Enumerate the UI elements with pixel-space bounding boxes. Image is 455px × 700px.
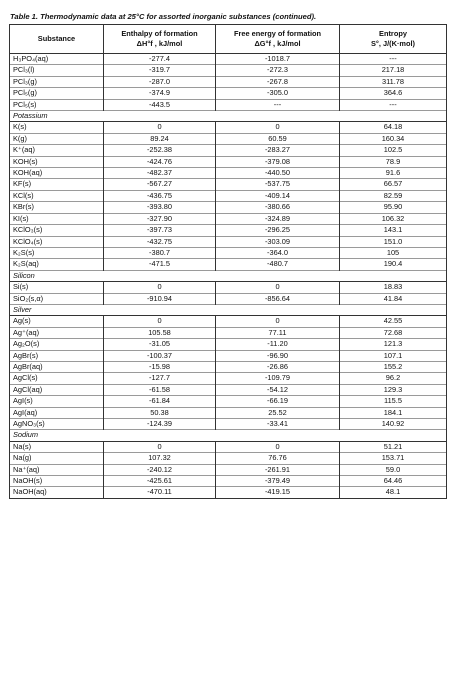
- cell-entropy: 153.71: [340, 453, 447, 464]
- cell-substance: AgI(s): [10, 396, 104, 407]
- cell-substance: K(s): [10, 122, 104, 133]
- group-header-row: [10, 430, 447, 441]
- table-header-row: [10, 25, 447, 54]
- cell-enthalpy: 0: [104, 441, 216, 452]
- cell-free-energy: 0: [216, 282, 340, 293]
- document-page: [9, 12, 446, 499]
- table-row: [10, 293, 447, 304]
- cell-entropy: 18.83: [340, 282, 447, 293]
- table-row: [10, 441, 447, 452]
- cell-enthalpy: -252.38: [104, 145, 216, 156]
- cell-entropy: 129.3: [340, 384, 447, 395]
- cell-entropy: 78.9: [340, 156, 447, 167]
- cell-entropy: 72.68: [340, 327, 447, 338]
- cell-substance: K₂S(s): [10, 247, 104, 258]
- cell-substance: Ag₂O(s): [10, 339, 104, 350]
- cell-substance: Na(g): [10, 453, 104, 464]
- cell-enthalpy: -287.0: [104, 76, 216, 87]
- cell-substance: AgNO₃(s): [10, 419, 104, 430]
- cell-free-energy: ---: [216, 99, 340, 110]
- table-row: [10, 373, 447, 384]
- cell-substance: AgI(aq): [10, 407, 104, 418]
- cell-substance: KClO₃(s): [10, 225, 104, 236]
- cell-enthalpy: -567.27: [104, 179, 216, 190]
- table-row: [10, 54, 447, 65]
- cell-enthalpy: 105.58: [104, 327, 216, 338]
- cell-entropy: 184.1: [340, 407, 447, 418]
- cell-entropy: 64.18: [340, 122, 447, 133]
- table-row: [10, 247, 447, 258]
- cell-enthalpy: -471.5: [104, 259, 216, 270]
- cell-substance: PCl₅(s): [10, 99, 104, 110]
- cell-free-energy: -96.90: [216, 350, 340, 361]
- cell-free-energy: -364.0: [216, 247, 340, 258]
- cell-enthalpy: -124.39: [104, 419, 216, 430]
- table-row: [10, 350, 447, 361]
- cell-enthalpy: 89.24: [104, 133, 216, 144]
- table-row: [10, 122, 447, 133]
- group-header-row: [10, 111, 447, 122]
- cell-entropy: ---: [340, 54, 447, 65]
- table-body: [10, 54, 447, 499]
- cell-entropy: 190.4: [340, 259, 447, 270]
- cell-entropy: 82.59: [340, 190, 447, 201]
- cell-enthalpy: -910.94: [104, 293, 216, 304]
- cell-enthalpy: -277.4: [104, 54, 216, 65]
- cell-substance: KI(s): [10, 213, 104, 224]
- cell-free-energy: -379.08: [216, 156, 340, 167]
- cell-free-energy: -379.49: [216, 476, 340, 487]
- cell-entropy: 155.2: [340, 361, 447, 372]
- cell-substance: AgBr(s): [10, 350, 104, 361]
- cell-free-energy: -380.66: [216, 202, 340, 213]
- group-label: Potassium: [10, 111, 447, 122]
- cell-entropy: 311.78: [340, 76, 447, 87]
- cell-entropy: 106.32: [340, 213, 447, 224]
- table-row: [10, 145, 447, 156]
- cell-enthalpy: -240.12: [104, 464, 216, 475]
- cell-entropy: 42.55: [340, 316, 447, 327]
- cell-enthalpy: -61.84: [104, 396, 216, 407]
- cell-enthalpy: -327.90: [104, 213, 216, 224]
- cell-entropy: 64.46: [340, 476, 447, 487]
- cell-substance: K₂S(aq): [10, 259, 104, 270]
- cell-enthalpy: 50.38: [104, 407, 216, 418]
- cell-free-energy: 76.76: [216, 453, 340, 464]
- cell-entropy: 48.1: [340, 487, 447, 498]
- cell-free-energy: -296.25: [216, 225, 340, 236]
- cell-entropy: 160.34: [340, 133, 447, 144]
- cell-entropy: 105: [340, 247, 447, 258]
- cell-enthalpy: 107.32: [104, 453, 216, 464]
- group-header-row: [10, 304, 447, 315]
- table-row: [10, 179, 447, 190]
- header-substance: Substance: [10, 25, 104, 54]
- table-caption: Table 1. Thermodynamic data at 25°C for assorted inorganic substances (continued).: [10, 12, 317, 21]
- cell-substance: Na⁺(aq): [10, 464, 104, 475]
- cell-free-energy: -305.0: [216, 88, 340, 99]
- cell-substance: Si(s): [10, 282, 104, 293]
- cell-entropy: 143.1: [340, 225, 447, 236]
- table-row: [10, 464, 447, 475]
- table-row: [10, 168, 447, 179]
- cell-free-energy: -33.41: [216, 419, 340, 430]
- table-row: [10, 339, 447, 350]
- cell-substance: AgCl(aq): [10, 384, 104, 395]
- cell-free-energy: 0: [216, 441, 340, 452]
- cell-free-energy: -109.79: [216, 373, 340, 384]
- cell-free-energy: 77.11: [216, 327, 340, 338]
- cell-entropy: 96.2: [340, 373, 447, 384]
- cell-free-energy: -26.86: [216, 361, 340, 372]
- table-row: [10, 476, 447, 487]
- cell-free-energy: -66.19: [216, 396, 340, 407]
- cell-entropy: 364.6: [340, 88, 447, 99]
- cell-substance: Ag⁺(aq): [10, 327, 104, 338]
- cell-substance: KBr(s): [10, 202, 104, 213]
- table-row: [10, 213, 447, 224]
- table-row: [10, 384, 447, 395]
- table-row: [10, 65, 447, 76]
- cell-substance: KClO₄(s): [10, 236, 104, 247]
- header-entropy: Entropy S°, J/(K·mol): [340, 25, 447, 54]
- cell-free-energy: -419.15: [216, 487, 340, 498]
- table-row: [10, 76, 447, 87]
- table-row: [10, 88, 447, 99]
- cell-entropy: 102.5: [340, 145, 447, 156]
- table-row: [10, 99, 447, 110]
- cell-entropy: 51.21: [340, 441, 447, 452]
- table-row: [10, 282, 447, 293]
- table-row: [10, 225, 447, 236]
- cell-substance: SiO₂(s,α): [10, 293, 104, 304]
- cell-free-energy: 60.59: [216, 133, 340, 144]
- cell-entropy: 41.84: [340, 293, 447, 304]
- cell-enthalpy: -424.76: [104, 156, 216, 167]
- cell-substance: Na(s): [10, 441, 104, 452]
- cell-enthalpy: -100.37: [104, 350, 216, 361]
- cell-entropy: 115.5: [340, 396, 447, 407]
- cell-substance: PCl₃(l): [10, 65, 104, 76]
- table-row: [10, 453, 447, 464]
- cell-substance: KOH(aq): [10, 168, 104, 179]
- cell-free-energy: -537.75: [216, 179, 340, 190]
- cell-enthalpy: 0: [104, 282, 216, 293]
- cell-free-energy: -261.91: [216, 464, 340, 475]
- table-row: [10, 202, 447, 213]
- cell-entropy: 217.18: [340, 65, 447, 76]
- cell-enthalpy: -31.05: [104, 339, 216, 350]
- cell-free-energy: 0: [216, 122, 340, 133]
- table-row: [10, 361, 447, 372]
- cell-enthalpy: -443.5: [104, 99, 216, 110]
- cell-entropy: 59.0: [340, 464, 447, 475]
- header-enthalpy: Enthalpy of formation ΔH°f , kJ/mol: [104, 25, 216, 54]
- cell-entropy: 107.1: [340, 350, 447, 361]
- cell-substance: AgBr(aq): [10, 361, 104, 372]
- cell-entropy: ---: [340, 99, 447, 110]
- thermodynamic-data-table: [9, 24, 447, 499]
- cell-free-energy: -54.12: [216, 384, 340, 395]
- cell-entropy: 151.0: [340, 236, 447, 247]
- table-row: [10, 259, 447, 270]
- cell-substance: NaOH(s): [10, 476, 104, 487]
- cell-free-energy: -11.20: [216, 339, 340, 350]
- cell-substance: Ag(s): [10, 316, 104, 327]
- cell-enthalpy: 0: [104, 122, 216, 133]
- cell-substance: K(g): [10, 133, 104, 144]
- cell-free-energy: -324.89: [216, 213, 340, 224]
- cell-free-energy: -856.64: [216, 293, 340, 304]
- cell-enthalpy: -470.11: [104, 487, 216, 498]
- table-row: [10, 133, 447, 144]
- cell-enthalpy: -425.61: [104, 476, 216, 487]
- cell-free-energy: -480.7: [216, 259, 340, 270]
- cell-substance: AgCl(s): [10, 373, 104, 384]
- cell-enthalpy: -374.9: [104, 88, 216, 99]
- cell-free-energy: -1018.7: [216, 54, 340, 65]
- cell-free-energy: -440.50: [216, 168, 340, 179]
- cell-free-energy: -303.09: [216, 236, 340, 247]
- cell-enthalpy: 0: [104, 316, 216, 327]
- cell-entropy: 91.6: [340, 168, 447, 179]
- cell-free-energy: -267.8: [216, 76, 340, 87]
- table-row: [10, 236, 447, 247]
- cell-free-energy: -272.3: [216, 65, 340, 76]
- cell-substance: K⁺(aq): [10, 145, 104, 156]
- table-row: [10, 327, 447, 338]
- cell-enthalpy: -436.75: [104, 190, 216, 201]
- table-row: [10, 156, 447, 167]
- cell-enthalpy: -482.37: [104, 168, 216, 179]
- cell-entropy: 121.3: [340, 339, 447, 350]
- cell-enthalpy: -319.7: [104, 65, 216, 76]
- cell-substance: PCl₅(g): [10, 88, 104, 99]
- cell-enthalpy: -380.7: [104, 247, 216, 258]
- cell-substance: PCl₃(g): [10, 76, 104, 87]
- cell-free-energy: -409.14: [216, 190, 340, 201]
- cell-substance: H₃PO₄(aq): [10, 54, 104, 65]
- cell-substance: KOH(s): [10, 156, 104, 167]
- group-label: Silver: [10, 304, 447, 315]
- group-header-row: [10, 270, 447, 281]
- cell-substance: KF(s): [10, 179, 104, 190]
- header-free-energy: Free energy of formation ΔG°f , kJ/mol: [216, 25, 340, 54]
- cell-enthalpy: -15.98: [104, 361, 216, 372]
- table-row: [10, 487, 447, 498]
- cell-enthalpy: -432.75: [104, 236, 216, 247]
- cell-enthalpy: -393.80: [104, 202, 216, 213]
- cell-free-energy: 25.52: [216, 407, 340, 418]
- table-row: [10, 190, 447, 201]
- group-label: Sodium: [10, 430, 447, 441]
- cell-entropy: 95.90: [340, 202, 447, 213]
- cell-free-energy: -283.27: [216, 145, 340, 156]
- cell-enthalpy: -397.73: [104, 225, 216, 236]
- table-row: [10, 419, 447, 430]
- table-row: [10, 407, 447, 418]
- cell-entropy: 66.57: [340, 179, 447, 190]
- cell-entropy: 140.92: [340, 419, 447, 430]
- cell-free-energy: 0: [216, 316, 340, 327]
- cell-enthalpy: -127.7: [104, 373, 216, 384]
- table-row: [10, 316, 447, 327]
- cell-enthalpy: -61.58: [104, 384, 216, 395]
- group-label: Silicon: [10, 270, 447, 281]
- cell-substance: KCl(s): [10, 190, 104, 201]
- table-row: [10, 396, 447, 407]
- cell-substance: NaOH(aq): [10, 487, 104, 498]
